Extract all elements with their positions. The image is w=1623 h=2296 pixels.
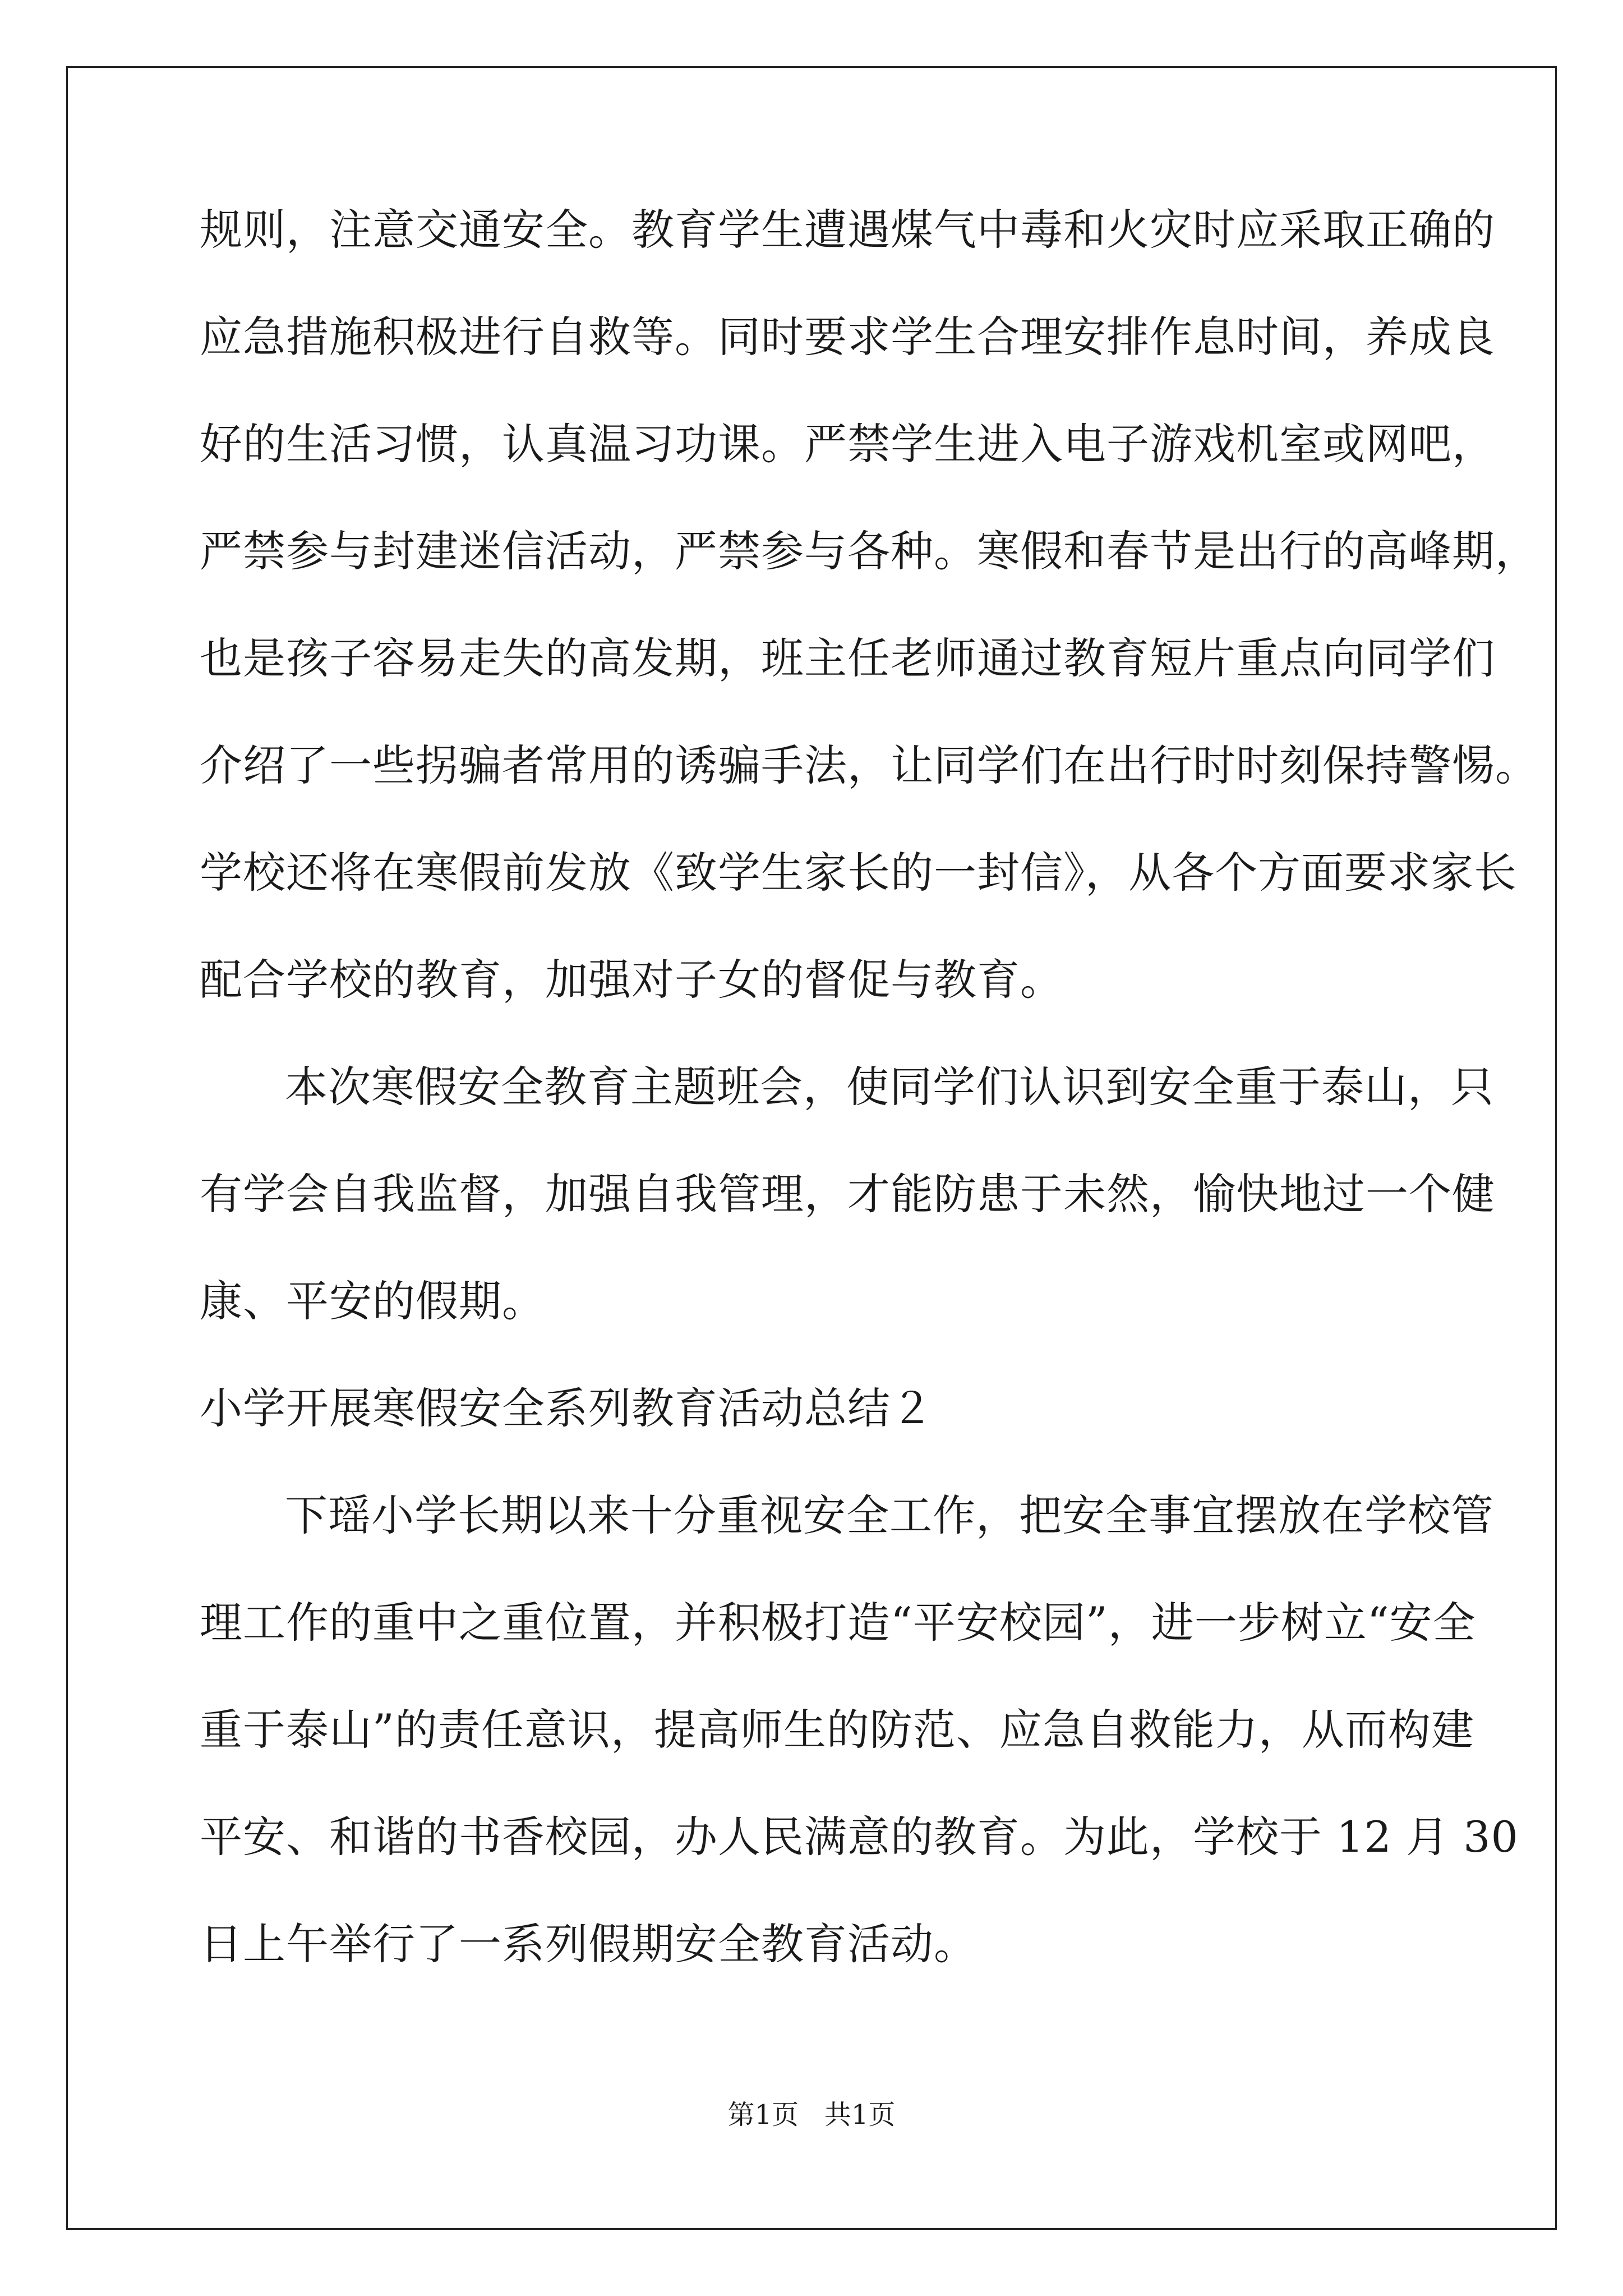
text-line: 应急措施积极进行自救等。同时要求学生合理安排作息时间，养成良 bbox=[200, 312, 1495, 362]
text-line: 下瑶小学长期以来十分重视安全工作，把安全事宜摆放在学校管 bbox=[285, 1490, 1494, 1540]
text-line: 有学会自我监督，加强自我管理，才能防患于未然，愉快地过一个健 bbox=[200, 1169, 1495, 1219]
page-border bbox=[66, 66, 1557, 2230]
text-line: 重于泰山”的责任意识，提高师生的防范、应急自救能力，从而构建 bbox=[200, 1705, 1474, 1755]
text-line: 也是孩子容易走失的高发期，班主任老师通过教育短片重点向同学们 bbox=[200, 633, 1495, 683]
text-line: 严禁参与封建迷信活动，严禁参与各种。寒假和春节是出行的高峰期， bbox=[200, 526, 1538, 576]
text-line: 介绍了一些拐骗者常用的诱骗手法，让同学们在出行时时刻保持警惕。 bbox=[200, 740, 1538, 790]
text-line: 好的生活习惯，认真温习功课。严禁学生进入电子游戏机室或网吧， bbox=[200, 419, 1495, 469]
section-heading: 小学开展寒假安全系列教育活动总结２ bbox=[200, 1383, 934, 1433]
text-line: 康、平安的假期。 bbox=[200, 1276, 545, 1326]
text-line: 日上午举行了一系列假期安全教育活动。 bbox=[200, 1919, 977, 1969]
text-line: 本次寒假安全教育主题班会，使同学们认识到安全重于泰山，只 bbox=[285, 1062, 1494, 1112]
page-number-footer: 第1页 共1页 bbox=[727, 2099, 896, 2131]
text-line: 平安、和谐的书香校园，办人民满意的教育。为此，学校于 12 月 30 bbox=[200, 1812, 1519, 1862]
text-line: 理工作的重中之重位置，并积极打造“平安校园”，进一步树立“安全 bbox=[200, 1598, 1476, 1648]
text-line: 配合学校的教育，加强对子女的督促与教育。 bbox=[200, 955, 1063, 1005]
text-line: 规则，注意交通安全。教育学生遭遇煤气中毒和火灾时应采取正确的 bbox=[200, 205, 1495, 255]
text-line: 学校还将在寒假前发放《致学生家长的一封信》，从各个方面要求家长 bbox=[200, 848, 1517, 898]
